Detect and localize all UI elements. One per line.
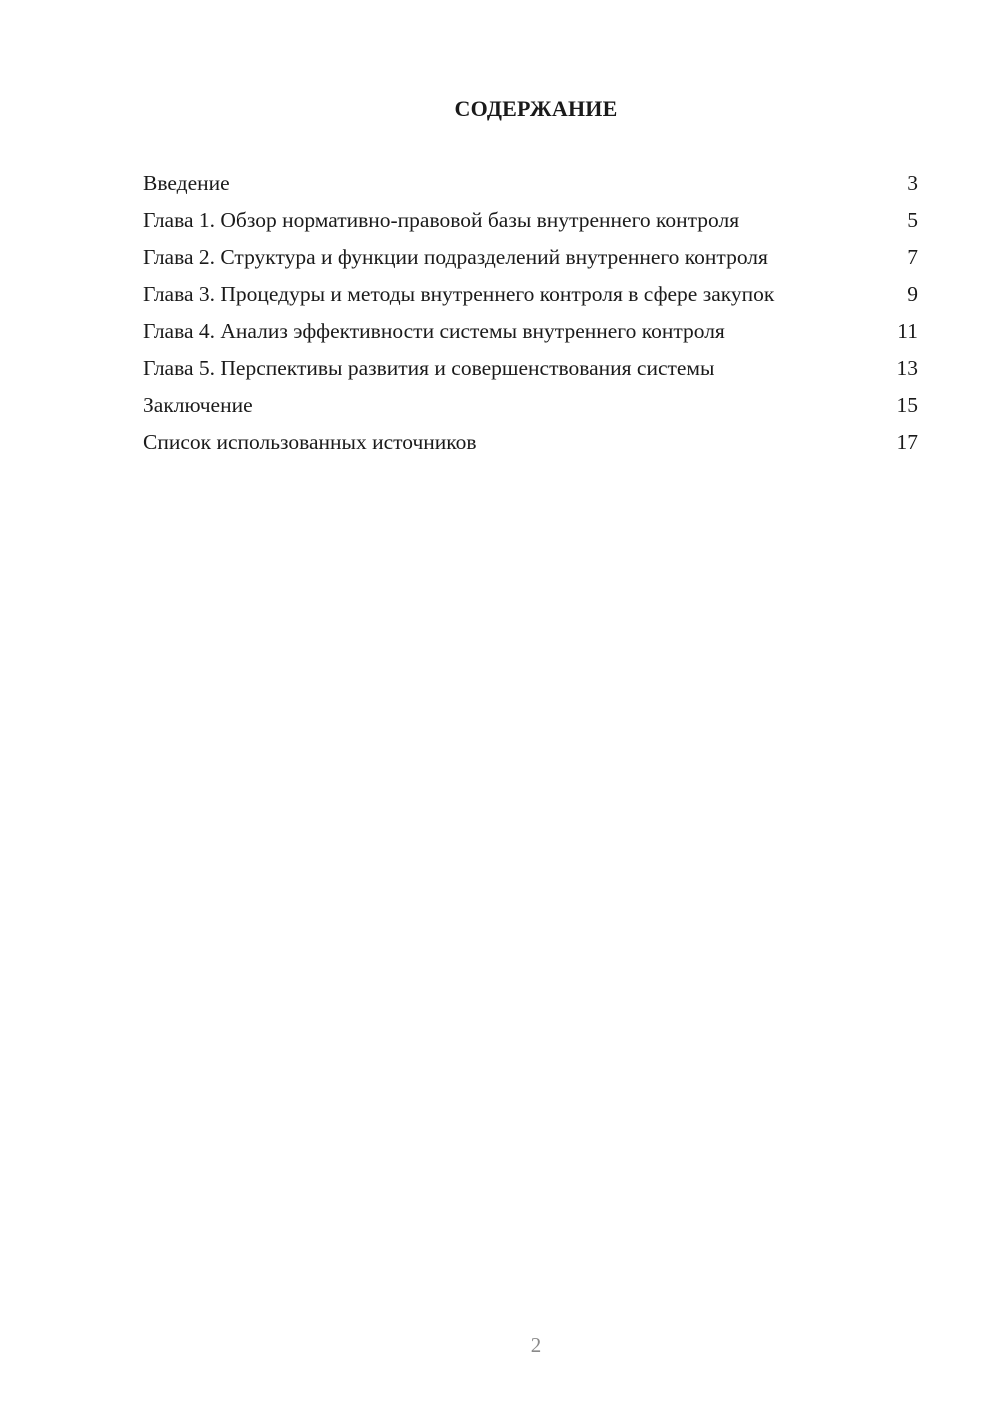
toc-entry-title: Заключение <box>143 393 253 417</box>
toc-entry-page: 7 <box>907 245 918 269</box>
toc-entry-title: Введение <box>143 171 230 195</box>
page-number: 2 <box>530 1333 542 1357</box>
toc-entry-page: 13 <box>896 356 918 380</box>
toc-entry-chapter-4 <box>143 318 918 345</box>
toc-entry-page: 3 <box>907 171 918 195</box>
toc-entry-page: 11 <box>897 319 918 343</box>
toc-entry-title: Глава 2. Структура и функции подразделений внутреннего контроля <box>143 245 768 269</box>
toc-entry-title: Глава 5. Перспективы развития и совершенствования системы <box>143 356 715 380</box>
table-of-contents <box>143 170 918 466</box>
toc-entry-chapter-2 <box>143 244 918 271</box>
toc-entry-page: 17 <box>896 430 918 454</box>
toc-entry-conclusion <box>143 392 918 419</box>
toc-entry-introduction <box>143 170 918 197</box>
toc-entry-page: 15 <box>896 393 918 417</box>
toc-entry-title: Глава 1. Обзор нормативно-правовой базы внутреннего контроля <box>143 208 740 232</box>
toc-entry-title: Список использованных источников <box>143 430 477 454</box>
page-title: СОДЕРЖАНИЕ <box>454 96 618 121</box>
toc-entry-chapter-5 <box>143 355 918 382</box>
toc-entry-chapter-1 <box>143 207 918 234</box>
toc-entry-page: 5 <box>907 208 918 232</box>
toc-entry-chapter-3 <box>143 281 918 308</box>
toc-entry-title: Глава 3. Процедуры и методы внутреннего контроля в сфере закупок <box>143 282 775 306</box>
toc-entry-references <box>143 429 918 456</box>
toc-entry-title: Глава 4. Анализ эффективности системы внутреннего контроля <box>143 319 725 343</box>
toc-entry-page: 9 <box>907 282 918 306</box>
